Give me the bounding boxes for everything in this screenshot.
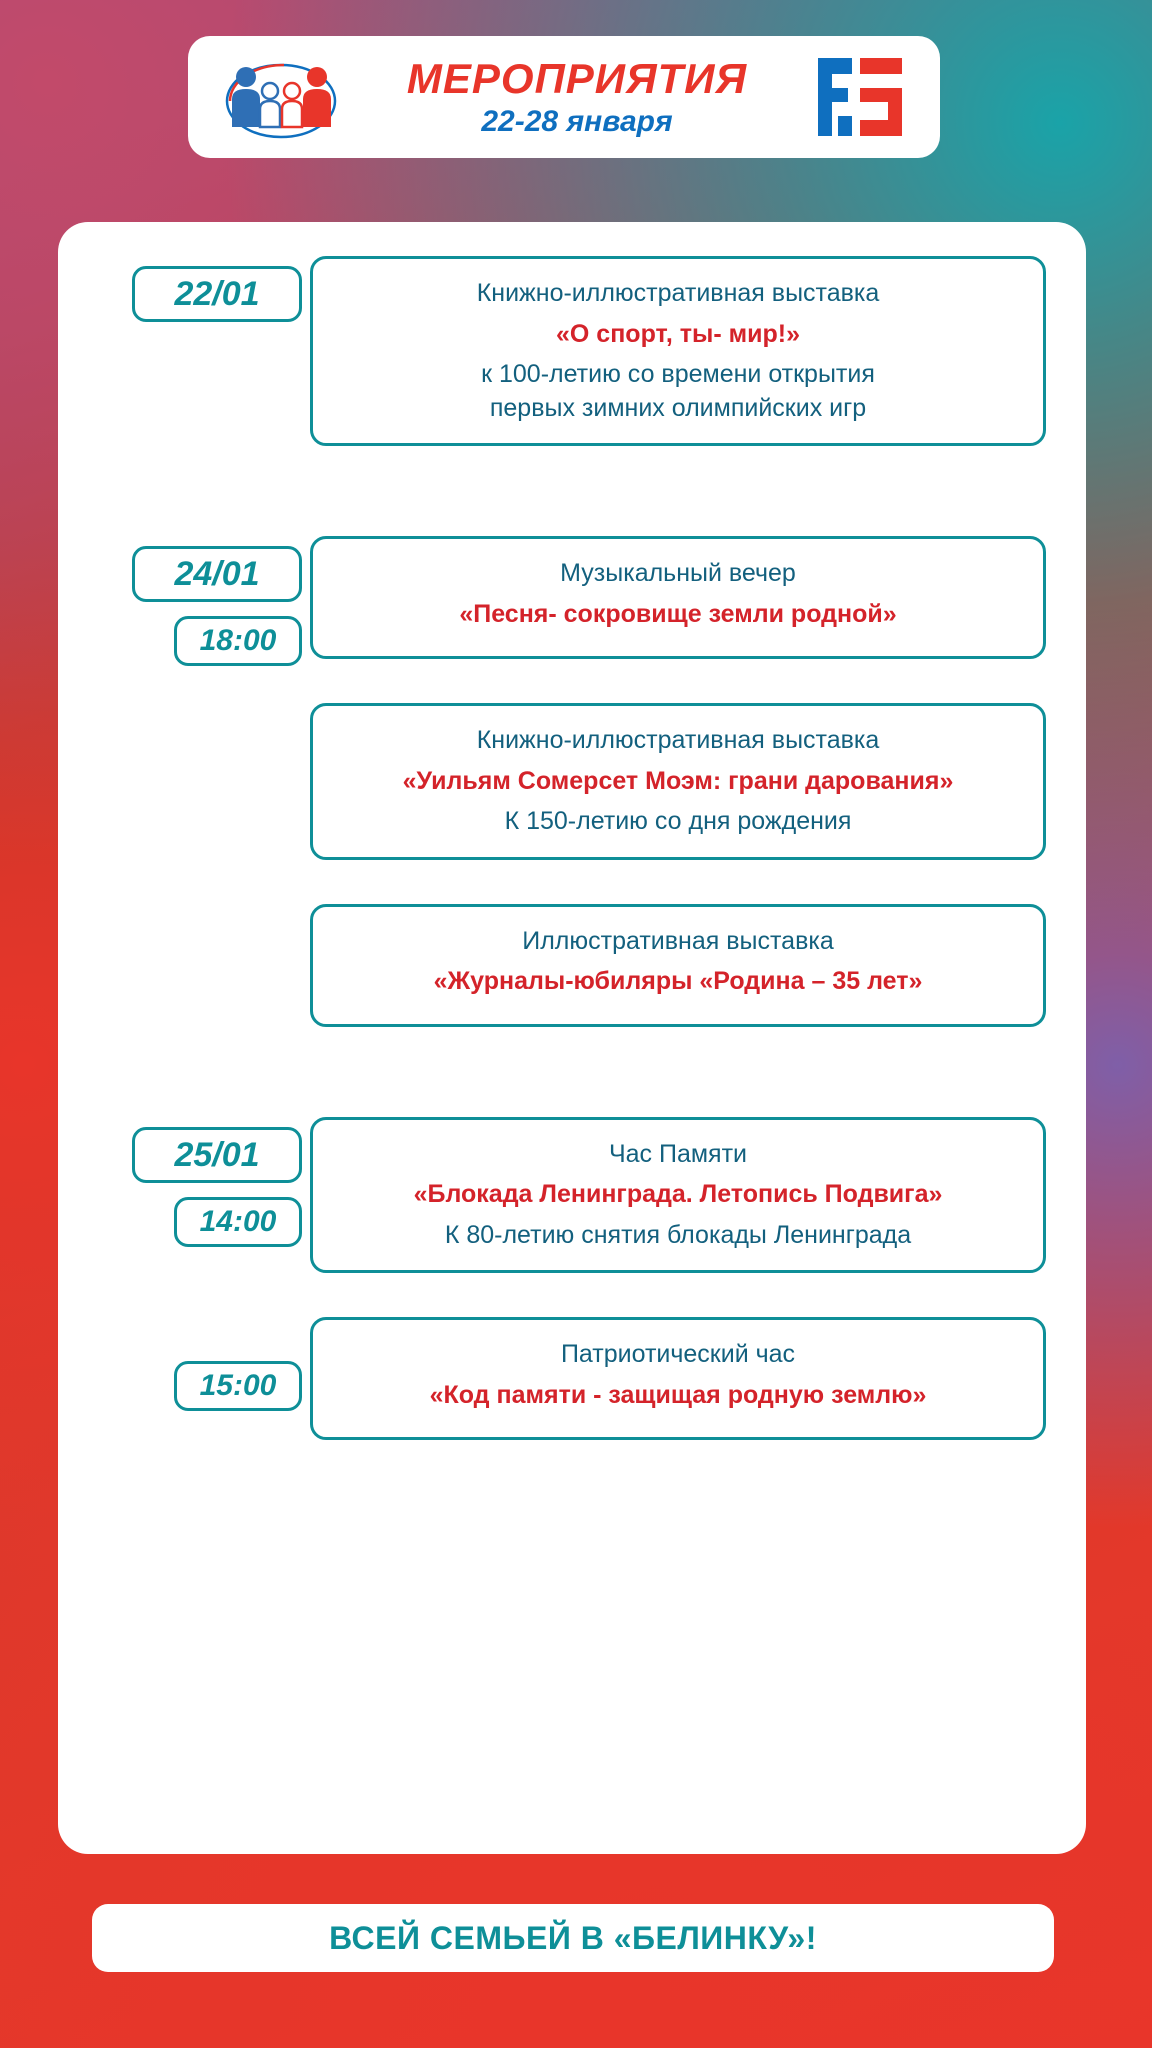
footer-card: [92, 1904, 1054, 1972]
date-rail: [98, 1117, 310, 1247]
time-chip: 18:00: [174, 616, 302, 666]
schedule-panel: [58, 222, 1086, 1854]
spacer: [98, 446, 1046, 536]
schedule-group: [98, 1117, 1046, 1274]
date-chip: 24/01: [132, 546, 302, 602]
footer-slogan: ВСЕЙ СЕМЬЕЙ В «БЕЛИНКУ»!: [329, 1919, 817, 1956]
event-card: [310, 1117, 1046, 1274]
event-line: к 100-летию со времени открытия: [481, 360, 875, 388]
event-line: К 150-летию со дня рождения: [504, 807, 852, 835]
event-line: Иллюстративная выставка: [522, 926, 834, 955]
spacer: [98, 1027, 1046, 1117]
schedule-group: [98, 256, 1046, 446]
spacer: [310, 659, 1046, 703]
event-line: первых зимних олимпийских игр: [489, 393, 867, 422]
event-title: «Блокада Ленинграда. Летопись Подвига»: [413, 1180, 943, 1208]
time-chip: 14:00: [174, 1197, 302, 1247]
schedule-group: [98, 1317, 1046, 1440]
event-title: «Код памяти - защищая родную землю»: [429, 1380, 927, 1409]
family-group-icon: [222, 51, 340, 143]
page-title: МЕРОПРИЯТИЯ: [406, 54, 748, 102]
date-chip: 25/01: [132, 1127, 302, 1183]
event-card: [310, 1317, 1046, 1440]
date-rail: [98, 256, 310, 322]
date-rail: [98, 1317, 310, 1411]
event-line: Патриотический час: [560, 1340, 796, 1368]
page-subtitle: 22-28 января: [481, 105, 673, 139]
event-list: [310, 1117, 1046, 1274]
event-line: Час Памяти: [608, 1139, 748, 1168]
schedule-group: [98, 536, 1046, 1027]
event-card: [310, 256, 1046, 446]
event-title: «Уильям Сомерсет Моэм: грани дарования»: [402, 766, 954, 795]
event-list: [310, 256, 1046, 446]
event-card: [310, 703, 1046, 860]
belinka-logo-icon: [814, 54, 906, 140]
date-rail: [98, 536, 310, 666]
event-card: [310, 536, 1046, 659]
time-chip: 15:00: [174, 1361, 302, 1411]
header-card: [188, 36, 940, 158]
event-title: «Журналы-юбиляры «Родина – 35 лет»: [433, 967, 923, 995]
spacer: [310, 860, 1046, 904]
event-title: «Песня- сокровище земли родной»: [459, 599, 897, 628]
event-line: Книжно-иллюстративная выставка: [476, 726, 880, 754]
event-title: «О спорт, ты- мир!»: [556, 319, 800, 348]
spacer: [98, 1273, 1046, 1317]
event-list: [310, 536, 1046, 1027]
header-text-block: [340, 54, 814, 139]
event-line: К 80-летию снятия блокады Ленинграда: [444, 1220, 912, 1249]
date-chip: 22/01: [132, 266, 302, 322]
event-list: [310, 1317, 1046, 1440]
event-line: Книжно-иллюстративная выставка: [476, 279, 880, 307]
event-card: [310, 904, 1046, 1027]
event-line: Музыкальный вечер: [560, 559, 796, 587]
